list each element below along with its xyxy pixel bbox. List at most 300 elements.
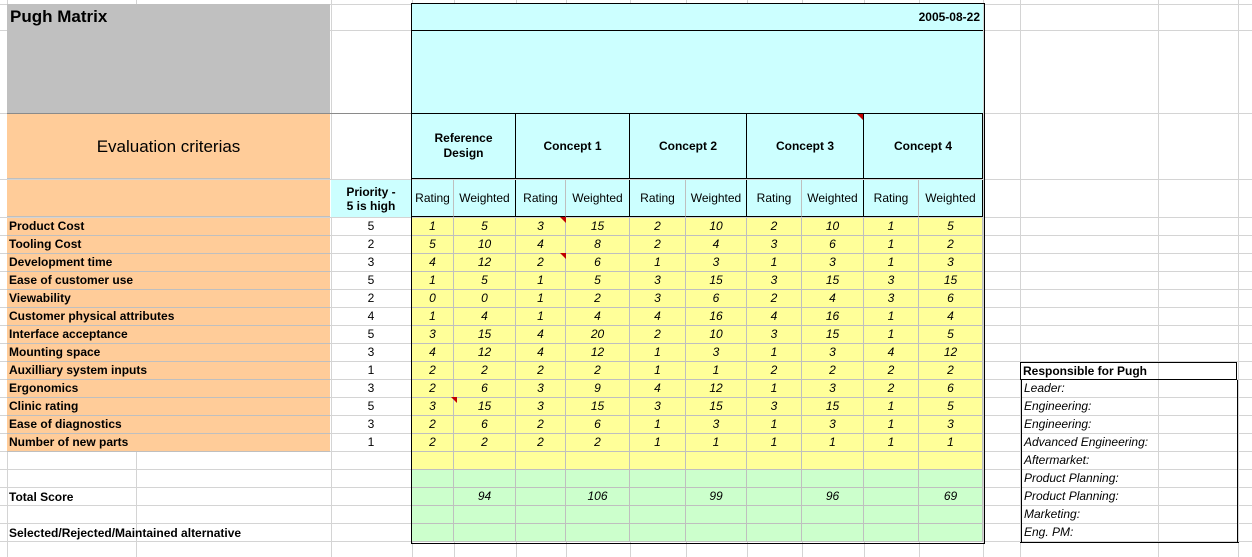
rating-cell[interactable]: [747, 416, 802, 434]
priority-value[interactable]: [331, 344, 411, 362]
priority-value-text: 3: [367, 381, 375, 395]
weighted-score-cell[interactable]: [919, 254, 983, 272]
weighted-score-cell[interactable]: [686, 290, 747, 308]
empty-score-cell[interactable]: [864, 452, 919, 470]
criteria-name-text: Tooling Cost: [9, 237, 82, 251]
totals-area-cell[interactable]: [566, 524, 630, 542]
priority-value-text: 1: [367, 435, 375, 449]
weighted-score-cell[interactable]: [802, 290, 864, 308]
sub-header-label: Weighted: [572, 190, 623, 205]
score-value: 15: [709, 273, 723, 287]
responsible-role[interactable]: [1021, 416, 1157, 434]
weighted-score-cell[interactable]: [919, 290, 983, 308]
rating-cell[interactable]: [516, 416, 566, 434]
totals-area-cell[interactable]: [686, 470, 747, 488]
priority-value[interactable]: [331, 434, 411, 452]
weighted-score-cell[interactable]: [686, 308, 747, 326]
weighted-score-cell[interactable]: [919, 218, 983, 236]
criteria-name-text: Ease of diagnostics: [9, 417, 122, 431]
rating-cell[interactable]: [747, 308, 802, 326]
priority-value[interactable]: [331, 236, 411, 254]
totals-area-cell[interactable]: [630, 470, 686, 488]
weighted-score-cell[interactable]: [454, 398, 516, 416]
weighted-score-cell[interactable]: [454, 272, 516, 290]
rating-cell[interactable]: [864, 254, 919, 272]
weighted-score-cell[interactable]: [566, 290, 630, 308]
weighted-score-cell[interactable]: [454, 308, 516, 326]
score-value: 4: [712, 237, 720, 251]
totals-area-cell[interactable]: [516, 506, 566, 524]
comment-marker[interactable]: [560, 217, 566, 223]
criteria-name[interactable]: [7, 218, 330, 236]
priority-header[interactable]: [331, 180, 411, 217]
weighted-score-cell[interactable]: [566, 236, 630, 254]
rating-cell[interactable]: [747, 326, 802, 344]
empty-score-cell[interactable]: [566, 452, 630, 470]
empty-score-cell[interactable]: [747, 452, 802, 470]
responsible-name-field[interactable]: [1158, 434, 1238, 452]
criteria-name[interactable]: [7, 362, 330, 380]
weighted-score-cell[interactable]: [919, 398, 983, 416]
criteria-name[interactable]: [7, 254, 330, 272]
responsible-role[interactable]: [1021, 380, 1157, 398]
weighted-score-cell[interactable]: [686, 380, 747, 398]
totals-area-cell[interactable]: [566, 506, 630, 524]
responsible-role[interactable]: [1021, 506, 1157, 524]
totals-area-cell[interactable]: [864, 524, 919, 542]
responsible-name-field[interactable]: [1158, 416, 1238, 434]
totals-area-cell[interactable]: [516, 524, 566, 542]
totals-area-cell[interactable]: [412, 488, 454, 506]
score-value: 4: [947, 309, 954, 323]
totals-area-cell[interactable]: [412, 470, 454, 488]
concept-header[interactable]: [747, 114, 864, 179]
score-value: 2: [429, 363, 436, 377]
rating-cell[interactable]: [864, 362, 919, 380]
weighted-score-cell[interactable]: [454, 290, 516, 308]
totals-area-cell[interactable]: [516, 488, 566, 506]
criteria-name-text: Interface acceptance: [9, 327, 128, 341]
weighted-score-cell[interactable]: [454, 236, 516, 254]
rating-cell[interactable]: [516, 362, 566, 380]
score-value: 4: [770, 309, 778, 323]
weighted-score-cell[interactable]: [802, 308, 864, 326]
weighted-score-cell[interactable]: [454, 362, 516, 380]
score-value: 2: [537, 363, 544, 377]
rating-cell[interactable]: [747, 254, 802, 272]
totals-area-cell[interactable]: [412, 524, 454, 542]
rating-cell[interactable]: [864, 218, 919, 236]
weighted-score-cell[interactable]: [566, 344, 630, 362]
rating-cell[interactable]: [516, 236, 566, 254]
rating-cell[interactable]: [747, 398, 802, 416]
responsible-role[interactable]: [1021, 398, 1157, 416]
weighted-score-cell[interactable]: [454, 326, 516, 344]
rating-cell[interactable]: [864, 434, 919, 452]
empty-score-cell[interactable]: [686, 452, 747, 470]
score-value: 5: [594, 273, 601, 287]
concept-header[interactable]: [630, 114, 747, 179]
weighted-score-cell[interactable]: [919, 362, 983, 380]
responsible-name-field[interactable]: [1158, 524, 1238, 542]
weighted-score-cell[interactable]: [566, 308, 630, 326]
criteria-name[interactable]: [7, 344, 330, 362]
totals-area-cell[interactable]: [747, 488, 802, 506]
weighted-score-cell[interactable]: [686, 344, 747, 362]
totals-area-cell[interactable]: [630, 524, 686, 542]
weighted-score-cell[interactable]: [802, 362, 864, 380]
criteria-name[interactable]: [7, 272, 330, 290]
priority-value[interactable]: [331, 272, 411, 290]
totals-area-cell[interactable]: [919, 506, 983, 524]
weighted-score-cell[interactable]: [802, 254, 864, 272]
score-value: 3: [829, 255, 836, 269]
rating-cell[interactable]: [412, 362, 454, 380]
priority-value[interactable]: [331, 218, 411, 236]
sub-header[interactable]: [864, 180, 919, 217]
priority-value[interactable]: [331, 254, 411, 272]
weighted-score-cell[interactable]: [454, 218, 516, 236]
weighted-score-cell[interactable]: [686, 362, 747, 380]
priority-value-text: 1: [367, 363, 375, 377]
sub-header[interactable]: [919, 180, 983, 217]
score-value: 1: [429, 273, 436, 287]
concept-header[interactable]: [412, 114, 516, 179]
weighted-score-cell[interactable]: [454, 416, 516, 434]
sub-header[interactable]: [454, 180, 516, 217]
score-value: 1: [537, 273, 544, 287]
weighted-score-cell[interactable]: [802, 416, 864, 434]
rating-cell[interactable]: [516, 344, 566, 362]
priority-value[interactable]: [331, 416, 411, 434]
empty-score-cell[interactable]: [454, 452, 516, 470]
totals-area-cell[interactable]: [454, 506, 516, 524]
weighted-score-cell[interactable]: [566, 326, 630, 344]
weighted-score-cell[interactable]: [802, 272, 864, 290]
totals-area-cell[interactable]: [747, 470, 802, 488]
weighted-score-cell[interactable]: [686, 326, 747, 344]
rating-cell[interactable]: [630, 380, 686, 398]
rating-cell[interactable]: [516, 290, 566, 308]
total-score-cell[interactable]: [454, 488, 516, 506]
rating-cell[interactable]: [630, 218, 686, 236]
rating-cell[interactable]: [516, 380, 566, 398]
rating-cell[interactable]: [516, 308, 566, 326]
weighted-score-cell[interactable]: [919, 326, 983, 344]
sub-header[interactable]: [412, 180, 454, 217]
rating-cell[interactable]: [412, 434, 454, 452]
rating-cell[interactable]: [516, 272, 566, 290]
rating-cell[interactable]: [412, 254, 454, 272]
score-value: 1: [770, 417, 778, 431]
score-value: 6: [594, 417, 601, 431]
totals-area-cell[interactable]: [747, 506, 802, 524]
priority-value[interactable]: [331, 290, 411, 308]
criteria-name[interactable]: [7, 236, 330, 254]
total-score-label[interactable]: [7, 489, 330, 506]
score-value: 15: [943, 273, 958, 287]
weighted-score-cell[interactable]: [802, 380, 864, 398]
rating-cell[interactable]: [516, 254, 566, 272]
priority-value[interactable]: [331, 398, 411, 416]
sub-header[interactable]: [566, 180, 630, 217]
concept-header[interactable]: [864, 114, 983, 179]
empty-score-cell[interactable]: [516, 452, 566, 470]
responsible-role[interactable]: [1021, 434, 1157, 452]
weighted-score-cell[interactable]: [454, 380, 516, 398]
totals-area-cell[interactable]: [802, 470, 864, 488]
weighted-score-cell[interactable]: [919, 416, 983, 434]
responsible-name-field[interactable]: [1158, 380, 1238, 398]
responsible-name-field[interactable]: [1158, 398, 1238, 416]
rating-cell[interactable]: [747, 362, 802, 380]
rating-cell[interactable]: [630, 254, 686, 272]
criteria-name[interactable]: [7, 308, 330, 326]
weighted-score-cell[interactable]: [686, 236, 747, 254]
evaluation-criterias-header[interactable]: [7, 114, 330, 179]
rating-cell[interactable]: [412, 398, 454, 416]
comment-marker[interactable]: [560, 253, 566, 259]
priority-value[interactable]: [331, 326, 411, 344]
total-score-cell[interactable]: [566, 488, 630, 506]
rating-cell[interactable]: [412, 272, 454, 290]
score-value: 2: [770, 219, 778, 233]
responsible-name-field[interactable]: [1158, 470, 1238, 488]
score-value: 4: [887, 345, 895, 359]
weighted-score-cell[interactable]: [454, 344, 516, 362]
total-score-cell[interactable]: [686, 488, 747, 506]
weighted-score-cell[interactable]: [802, 218, 864, 236]
sub-header-label: Weighted: [807, 190, 858, 205]
weighted-score-cell[interactable]: [566, 380, 630, 398]
rating-cell[interactable]: [864, 344, 919, 362]
score-value: 3: [770, 273, 778, 287]
totals-area-cell[interactable]: [919, 524, 983, 542]
rating-cell[interactable]: [630, 326, 686, 344]
score-value: 1: [712, 363, 720, 377]
rating-cell[interactable]: [516, 434, 566, 452]
criteria-subheader-cell[interactable]: [7, 180, 330, 217]
weighted-score-cell[interactable]: [566, 272, 630, 290]
rating-cell[interactable]: [864, 398, 919, 416]
comment-marker[interactable]: [857, 114, 863, 120]
rating-cell[interactable]: [864, 272, 919, 290]
rating-cell[interactable]: [630, 344, 686, 362]
score-value: 1: [887, 237, 895, 251]
weighted-score-cell[interactable]: [566, 434, 630, 452]
rating-cell[interactable]: [630, 416, 686, 434]
totals-area-cell[interactable]: [686, 506, 747, 524]
totals-area-cell[interactable]: [802, 524, 864, 542]
totals-area-cell[interactable]: [454, 470, 516, 488]
criteria-name-text: Ease of customer use: [9, 273, 134, 287]
weighted-score-cell[interactable]: [686, 434, 747, 452]
sub-header[interactable]: [747, 180, 802, 217]
responsible-role[interactable]: [1021, 452, 1157, 470]
totals-area-cell[interactable]: [630, 506, 686, 524]
totals-area-cell[interactable]: [412, 506, 454, 524]
rating-cell[interactable]: [630, 362, 686, 380]
concept-header[interactable]: [516, 114, 630, 179]
weighted-score-cell[interactable]: [919, 272, 983, 290]
priority-value-text: 2: [367, 291, 375, 305]
weighted-score-cell[interactable]: [919, 308, 983, 326]
weighted-score-cell[interactable]: [686, 416, 747, 434]
score-value: 6: [712, 291, 720, 305]
rating-cell[interactable]: [747, 344, 802, 362]
sub-header[interactable]: [630, 180, 686, 217]
responsible-name-field[interactable]: [1158, 506, 1238, 524]
total-score-text: Total Score: [9, 490, 74, 504]
totals-area-cell[interactable]: [919, 470, 983, 488]
score-value: 3: [947, 255, 954, 269]
totals-area-cell[interactable]: [516, 470, 566, 488]
weighted-score-cell[interactable]: [454, 254, 516, 272]
sub-header-label: Rating: [756, 190, 792, 205]
rating-cell[interactable]: [412, 218, 454, 236]
score-value: 3: [887, 291, 895, 305]
criteria-name[interactable]: [7, 434, 330, 452]
score-value: 4: [537, 345, 544, 359]
rating-cell[interactable]: [747, 272, 802, 290]
score-value: 2: [770, 291, 778, 305]
rating-cell[interactable]: [412, 236, 454, 254]
rating-cell[interactable]: [630, 236, 686, 254]
rating-cell[interactable]: [864, 326, 919, 344]
totals-area-cell[interactable]: [630, 488, 686, 506]
weighted-score-cell[interactable]: [919, 380, 983, 398]
score-value: 12: [590, 345, 605, 359]
criteria-name[interactable]: [7, 380, 330, 398]
score-value: 2: [481, 435, 488, 449]
totals-area-cell[interactable]: [864, 506, 919, 524]
rating-cell[interactable]: [747, 434, 802, 452]
weighted-score-cell[interactable]: [802, 434, 864, 452]
weighted-score-cell[interactable]: [566, 416, 630, 434]
criteria-name[interactable]: [7, 290, 330, 308]
rating-cell[interactable]: [747, 290, 802, 308]
sub-header[interactable]: [516, 180, 566, 217]
weighted-score-cell[interactable]: [686, 398, 747, 416]
empty-score-cell[interactable]: [802, 452, 864, 470]
weighted-score-cell[interactable]: [919, 236, 983, 254]
responsible-role[interactable]: [1021, 488, 1157, 506]
weighted-score-cell[interactable]: [802, 398, 864, 416]
rating-cell[interactable]: [864, 236, 919, 254]
rating-cell[interactable]: [864, 290, 919, 308]
title-cell[interactable]: [7, 4, 330, 113]
responsible-name-field[interactable]: [1158, 488, 1238, 506]
empty-score-cell[interactable]: [919, 452, 983, 470]
weighted-score-cell[interactable]: [566, 254, 630, 272]
score-value: 2: [947, 363, 954, 377]
rating-cell[interactable]: [630, 290, 686, 308]
rating-cell[interactable]: [864, 308, 919, 326]
criteria-name[interactable]: [7, 326, 330, 344]
priority-value[interactable]: [331, 308, 411, 326]
rating-cell[interactable]: [630, 398, 686, 416]
empty-score-cell[interactable]: [630, 452, 686, 470]
rating-cell[interactable]: [747, 380, 802, 398]
selected-rejected-text: Selected/Rejected/Maintained alternative: [9, 526, 242, 540]
rating-cell[interactable]: [412, 290, 454, 308]
rating-cell[interactable]: [864, 416, 919, 434]
criteria-name[interactable]: [7, 398, 330, 416]
totals-area-cell[interactable]: [864, 470, 919, 488]
priority-value[interactable]: [331, 380, 411, 398]
rating-cell[interactable]: [630, 308, 686, 326]
totals-area-cell[interactable]: [454, 524, 516, 542]
sub-header[interactable]: [802, 180, 864, 217]
rating-cell[interactable]: [516, 326, 566, 344]
weighted-score-cell[interactable]: [802, 326, 864, 344]
sub-header[interactable]: [686, 180, 747, 217]
weighted-score-cell[interactable]: [566, 398, 630, 416]
selected-rejected-label[interactable]: [7, 525, 330, 542]
priority-value-text: 5: [367, 399, 375, 413]
rating-cell[interactable]: [412, 380, 454, 398]
header-block[interactable]: [412, 4, 983, 114]
totals-area-cell[interactable]: [747, 524, 802, 542]
rating-cell[interactable]: [412, 416, 454, 434]
empty-score-cell[interactable]: [412, 452, 454, 470]
sub-header-label: Rating: [523, 190, 558, 205]
rating-cell[interactable]: [412, 326, 454, 344]
score-value: 15: [825, 399, 840, 413]
weighted-score-cell[interactable]: [686, 272, 747, 290]
totals-area-cell[interactable]: [864, 488, 919, 506]
weighted-score-cell[interactable]: [919, 434, 983, 452]
score-value: 1: [537, 291, 544, 305]
weighted-score-cell[interactable]: [686, 218, 747, 236]
comment-marker[interactable]: [451, 397, 457, 403]
total-score-cell[interactable]: [802, 488, 864, 506]
rating-cell[interactable]: [412, 344, 454, 362]
rating-cell[interactable]: [630, 434, 686, 452]
total-score-cell[interactable]: [919, 488, 983, 506]
weighted-score-cell[interactable]: [802, 344, 864, 362]
rating-cell[interactable]: [516, 398, 566, 416]
weighted-score-cell[interactable]: [686, 254, 747, 272]
weighted-score-cell[interactable]: [919, 344, 983, 362]
rating-cell[interactable]: [747, 218, 802, 236]
score-value: 6: [594, 255, 601, 269]
criteria-name[interactable]: [7, 416, 330, 434]
rating-cell[interactable]: [864, 380, 919, 398]
totals-area-cell[interactable]: [686, 524, 747, 542]
totals-area-cell[interactable]: [802, 506, 864, 524]
responsible-role[interactable]: [1021, 524, 1157, 542]
score-value: 2: [537, 435, 544, 449]
rating-cell[interactable]: [630, 272, 686, 290]
weighted-score-cell[interactable]: [566, 362, 630, 380]
score-value: 4: [654, 381, 661, 395]
responsible-title[interactable]: [1020, 362, 1237, 380]
weighted-score-cell[interactable]: [566, 218, 630, 236]
weighted-score-cell[interactable]: [802, 236, 864, 254]
rating-cell[interactable]: [747, 236, 802, 254]
totals-area-cell[interactable]: [566, 470, 630, 488]
responsible-role[interactable]: [1021, 470, 1157, 488]
score-value: 12: [709, 381, 723, 395]
weighted-score-cell[interactable]: [454, 434, 516, 452]
priority-value-text: 2: [367, 237, 375, 251]
priority-value[interactable]: [331, 362, 411, 380]
rating-cell[interactable]: [516, 218, 566, 236]
score-value: 3: [654, 273, 661, 287]
rating-cell[interactable]: [412, 308, 454, 326]
responsible-name-field[interactable]: [1158, 452, 1238, 470]
